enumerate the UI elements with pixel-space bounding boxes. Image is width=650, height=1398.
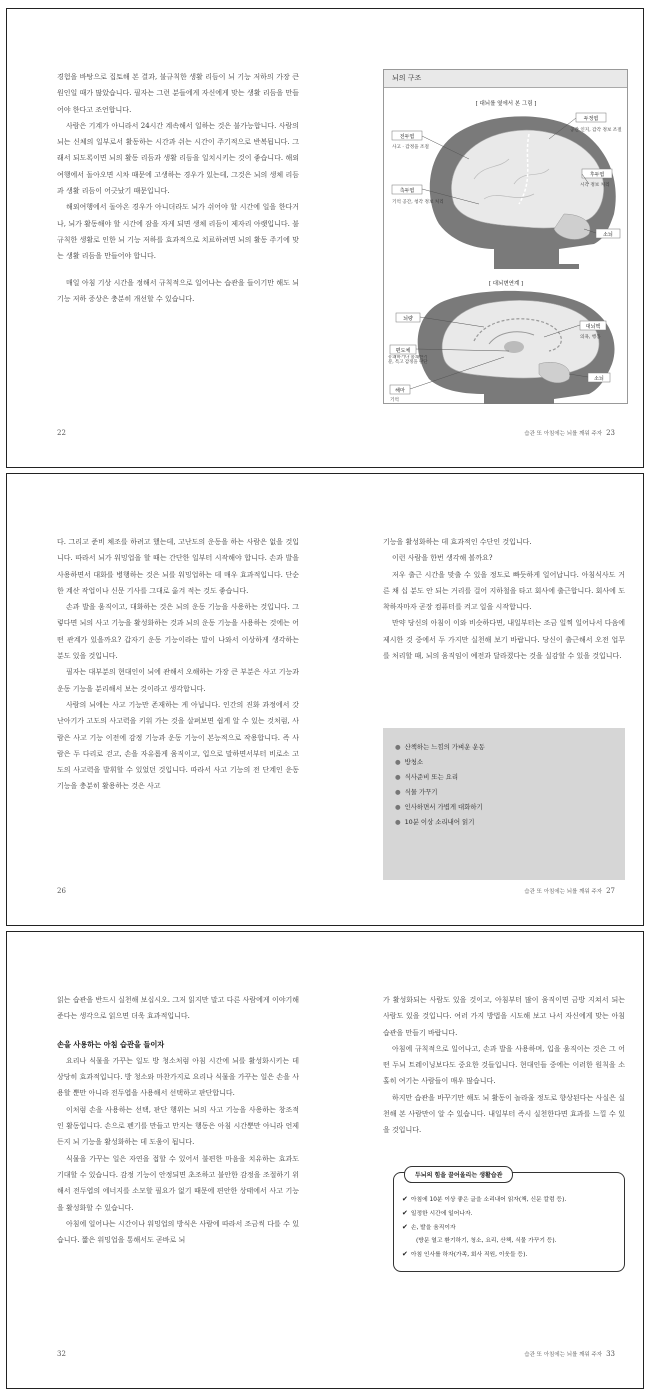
label-amygdala-desc: 유쾌하거나 불쾌한기분, 특고 감정을 판단 bbox=[388, 355, 428, 366]
running-head: 습관 또 아침에는 뇌를 깨워 주자 bbox=[524, 889, 603, 895]
paragraph: 경험을 바탕으로 집토해 본 결과, 불규칙한 생활 리듬이 뇌 기능 저하의 가장 큰 원인일 때가 많았습니다. 필자는 그런 분들에게 자신에게 맞는 생활 리듬을 만들어야 한다고 조언합니다. bbox=[57, 73, 299, 114]
paragraph: 매일 아침 기상 시간을 정해서 규칙적으로 일어나는 습관을 들이기만 해도 뇌 기능 저하 증상은 충분히 개선할 수 있습니다. bbox=[57, 278, 299, 303]
paragraph: 사람은 기계가 아니라서 24시간 계속해서 일하는 것은 불가능합니다. 사람의 뇌는 신체의 일부로서 활동하는 시간과 쉬는 시간이 주기적으로 반복됩니다. 그래서 되도록이면 뇌의 활동 리듬과 생활 리듬을 일치시키는 것이 좋습니다. 해외여행에서 돌아오면 시차 때문에 고생하는 경우가 있는데, 그것은 뇌의 생체 리듬과 생활 리듬이 어긋났기 때문입니다. bbox=[57, 121, 299, 196]
bullet-icon: ● bbox=[395, 758, 401, 766]
paragraph: 하지만 습관을 바꾸기만 해도 뇌 활동이 놀라울 정도로 향상된다는 사실은 실천해 본 사람만이 알 수 있습니다. 내일부터 즉시 실천한다면 효과를 느낄 수 있을 것입니다. bbox=[383, 1093, 625, 1135]
label-hippocampus-desc: 기억 bbox=[390, 398, 399, 403]
running-head: 습관 또 아침에는 뇌를 깨워 주자 bbox=[524, 1352, 603, 1358]
label-temporal-desc: 기억 공간, 청각 정보 처리 bbox=[392, 200, 444, 205]
checkmark-icon: ✔ bbox=[402, 1223, 408, 1231]
paragraph: 저우 출근 시간을 맞출 수 있을 정도로 빠듯하게 일어납니다. 아침식사도 거른 채 십 분도 안 되는 거리를 걸어 지하철을 타고 회사에 출근합니다. 회사에 도착하자마자 곧장 컴퓨터를 켜고 일을 시작합니다. bbox=[383, 570, 625, 612]
page-33-body bbox=[383, 992, 625, 1139]
book-spread-26-27 bbox=[6, 473, 644, 926]
page-number: 22 bbox=[57, 429, 66, 437]
paragraph: 아침에 규칙적으로 일어나고, 손과 발을 사용하며, 입을 움직이는 것은 그 어떤 두뇌 트레이닝보다도 중요한 것들입니다. 현대인들 중에는 이러한 원칙을 소홀히 여기는 사람들이 매우 많습니다. bbox=[383, 1044, 625, 1086]
label-frontal-desc: 사고 · 감정을 조절 bbox=[392, 145, 429, 150]
page-number: 27 bbox=[606, 887, 615, 895]
paragraph: 식물을 가꾸는 일은 자연을 접할 수 있어서 불편한 마음을 치유하는 효과도 기대할 수 있습니다. 감정 기능이 안정되면 초조하고 불안한 감정을 조절하기 위해서 전두엽의 에너지를 소모할 필요가 없기 때문에 편안한 상태에서 사고 기능을 활성화할 수 있습니다. bbox=[57, 1154, 299, 1212]
section-heading: 손을 사용하는 아침 습관을 들이자 bbox=[57, 1039, 165, 1049]
paragraph: 해외여행에서 돌아온 경우가 아니더라도 뇌가 쉬어야 할 시간에 일을 한다거나, 뇌가 활동해야 할 시간에 잠을 자게 되면 생체 리듬이 제자리 아랫입니다. 불규칙한 생활로 인한 뇌 기능 저하를 효과적으로 치료하려면 뇌의 활동 주기에 맞는 생활 리듬을 만들어야 합니다. bbox=[57, 203, 299, 261]
paragraph: 이런 사람을 한번 생각해 볼까요? bbox=[392, 554, 493, 563]
list-item: ● 식물 가꾸기 bbox=[395, 788, 438, 796]
label-cerebellum-bottom: 소뇌 bbox=[594, 376, 604, 382]
paragraph: 요리나 식물을 가꾸는 일도 방 청소처럼 아침 시간에 뇌를 활성화시키는 데 상당히 효과적입니다. 방 청소와 마찬가지로 요리나 식물을 가꾸는 일은 손을 사용할 뿐만 아니라 전두엽을 사용해서 선택하고 판단합니다. bbox=[57, 1056, 299, 1098]
list-item: ● 10분 이상 소리내어 읽기 bbox=[395, 818, 475, 826]
paragraph: 사람의 뇌에는 사고 기능만 존재하는 게 아닙니다. 인간의 진화 과정에서 갓난아기가 고도의 사고력을 키워 가는 것을 살펴보면 쉽게 알 수 있는 것처럼, 사람은 사고 기능 이전에 감정 기능과 운동 기능이 본능적으로 작용합니다. 즉 사람은 두 다리로 걷고, 손을 자유롭게 움직이고, 입으로 말하면서부터 비로소 고도의 사고력을 발휘할 수 있었던 것입니다. 따라서 사고 기능의 전 단계인 운동 기능을 충분히 활용하는 것은 사고 bbox=[57, 700, 299, 791]
paragraph: 읽는 습관을 반드시 실천해 보십시오. 그저 읽지만 말고 다른 사람에게 이야기해 준다는 생각으로 읽으면 더욱 효과적입니다. bbox=[57, 996, 299, 1021]
list-item: ● 산책하는 느낌의 가벼운 운동 bbox=[395, 743, 485, 751]
running-footer bbox=[524, 1350, 615, 1358]
paragraph: 다. 그리고 준비 체조를 하려고 했는데, 고난도의 운동을 하는 사람은 없을 것입니다. 따라서 뇌가 워밍업을 할 때는 간단한 일부터 시작해야 합니다. 손과 발을 사용하면서 대화를 병행하는 것은 뇌를 워밍업하는 데 매우 효과적입니다. 단순한 계산 작업이나 신문 기사를 그대로 옮겨 적는 것도 좋습니다. bbox=[57, 538, 299, 595]
page-26-body bbox=[57, 534, 299, 795]
list-item: ● 식사준비 또는 요리 bbox=[395, 773, 459, 781]
label-basal-ganglia-desc: 의욕, 행동 bbox=[580, 335, 601, 340]
figure-title: 뇌의 구조 bbox=[384, 70, 627, 88]
page-26 bbox=[7, 474, 326, 925]
book-spread-32-33 bbox=[6, 931, 644, 1389]
list-item: ✔ 아침 인사를 하자(가족, 회사 직원, 이웃들 등). bbox=[402, 1250, 528, 1258]
paragraph: 만약 당신의 아침이 이와 비슷하다면, 내일부터는 조금 일찍 일어나서 다음에 제시한 것 중에서 두 가지만 실천해 보기 바랍니다. 당신이 출근해서 오전 업무를 처리할 때, 뇌의 움직임이 예전과 달라졌다는 것을 실감할 수 있을 것입니다. bbox=[383, 619, 625, 661]
caption-limbic-system: [ 대뇌변연계 ] bbox=[488, 281, 524, 287]
label-frontal: 전두엽 bbox=[399, 134, 415, 140]
bullet-icon: ● bbox=[395, 803, 401, 811]
paragraph: 손과 발을 움직이고, 대화하는 것은 뇌의 운동 기능을 사용하는 것입니다. 그렇다면 뇌의 사고 기능을 활성화하는 것과 뇌의 운동 기능을 사용하는 것에는 어떤 관계가 있을까요? 갑자기 운동 기능이라는 말이 나와서 이상하게 생각하는 분도 있을 것입니다. bbox=[57, 603, 299, 661]
checkmark-icon: ✔ bbox=[402, 1195, 408, 1203]
label-basal-ganglia: 대뇌핵 bbox=[585, 324, 601, 330]
book-spread-22-23 bbox=[6, 8, 644, 468]
running-footer bbox=[524, 429, 615, 437]
list-item: ✔ 일정한 시간에 일어나자. bbox=[402, 1209, 473, 1217]
paragraph: 기능을 활성화하는 데 효과적인 수단인 것입니다. bbox=[383, 538, 532, 546]
page-22 bbox=[7, 9, 326, 467]
list-item-continuation: (방문 열고 환기하기, 청소, 요리, 산책, 식물 가꾸기 등). bbox=[416, 1238, 557, 1244]
running-footer bbox=[524, 887, 615, 895]
label-temporal: 측두엽 bbox=[399, 188, 415, 194]
paragraph: 이처럼 손을 사용하는 선택, 판단 행위는 뇌의 사고 기능을 사용하는 창조적인 활동입니다. 손으로 펜기를 만들고 만지는 행동은 아침 시간뿐만 아니라 언제든지 뇌 기능을 활성화하는 데 도움이 됩니다. bbox=[57, 1105, 299, 1147]
label-cerebellum-top: 소뇌 bbox=[603, 232, 613, 238]
brain-medial bbox=[442, 300, 599, 378]
label-amygdala: 편도체 bbox=[395, 348, 411, 354]
brain-power-habits-box bbox=[393, 1172, 625, 1272]
page-number: 23 bbox=[606, 429, 615, 437]
bullet-icon: ● bbox=[395, 788, 401, 796]
page-32 bbox=[7, 932, 326, 1388]
checkmark-icon: ✔ bbox=[402, 1209, 408, 1217]
page-number: 26 bbox=[57, 887, 66, 895]
list-item: ● 인사하면서 가볍게 대화하기 bbox=[395, 803, 483, 811]
bullet-icon: ● bbox=[395, 818, 401, 826]
brain-illustration bbox=[384, 89, 629, 404]
caption-lateral-view: [ 대뇌를 옆에서 본 그림 ] bbox=[475, 101, 537, 107]
morning-activities-box bbox=[383, 728, 625, 880]
running-head: 습관 또 아침에는 뇌를 깨워 주자 bbox=[524, 431, 603, 437]
page-32-body bbox=[57, 992, 299, 1248]
list-item: ✔ 아침에 10분 이상 좋은 글을 소리내어 읽자(책, 신문 칼럼 등). bbox=[402, 1195, 567, 1203]
paragraph: 아침에 일어나는 시간이나 워밍업의 방식은 사람에 따라서 조금씩 다를 수 있습니다. 짧은 워밍업을 통해서도 곧바로 뇌 bbox=[57, 1219, 299, 1245]
paragraph: 가 활성화되는 사람도 있을 것이고, 아침부터 많이 움직이면 금방 지쳐서 되는 사람도 있을 것입니다. 여러 가지 방법을 시도해 보고 나서 자신에게 맞는 아침 습관을 만들기 바랍니다. bbox=[383, 996, 625, 1037]
label-occipital: 후두엽 bbox=[589, 172, 605, 178]
label-occipital-desc: 시각 정보 처리 bbox=[580, 183, 610, 188]
brain-structure-figure bbox=[383, 69, 628, 404]
paragraph: 필자는 대부분의 현대인이 뇌에 관해서 오해하는 가장 큰 부분은 사고 기능과 운동 기능을 분리해서 보는 것이라고 생각합니다. bbox=[57, 668, 299, 693]
label-hippocampus: 해마 bbox=[395, 388, 405, 394]
label-corpus-callosum: 뇌량 bbox=[403, 316, 413, 322]
page-22-body bbox=[57, 69, 299, 307]
bullet-icon: ● bbox=[395, 743, 401, 751]
page-number: 32 bbox=[57, 1350, 66, 1358]
tipbox-title: 두뇌의 힘을 끌어올리는 생활습관 bbox=[404, 1166, 513, 1183]
label-parietal-desc: 공간 인지, 감각 정보 조절 bbox=[570, 128, 622, 133]
label-parietal: 두정엽 bbox=[583, 116, 599, 122]
bullet-icon: ● bbox=[395, 773, 401, 781]
page-27-body bbox=[383, 534, 625, 664]
list-item: ● 방청소 bbox=[395, 758, 424, 766]
checkmark-icon: ✔ bbox=[402, 1250, 408, 1258]
page-number: 33 bbox=[606, 1350, 615, 1358]
list-item: ✔ 손, 발을 움직이자 bbox=[402, 1223, 456, 1231]
